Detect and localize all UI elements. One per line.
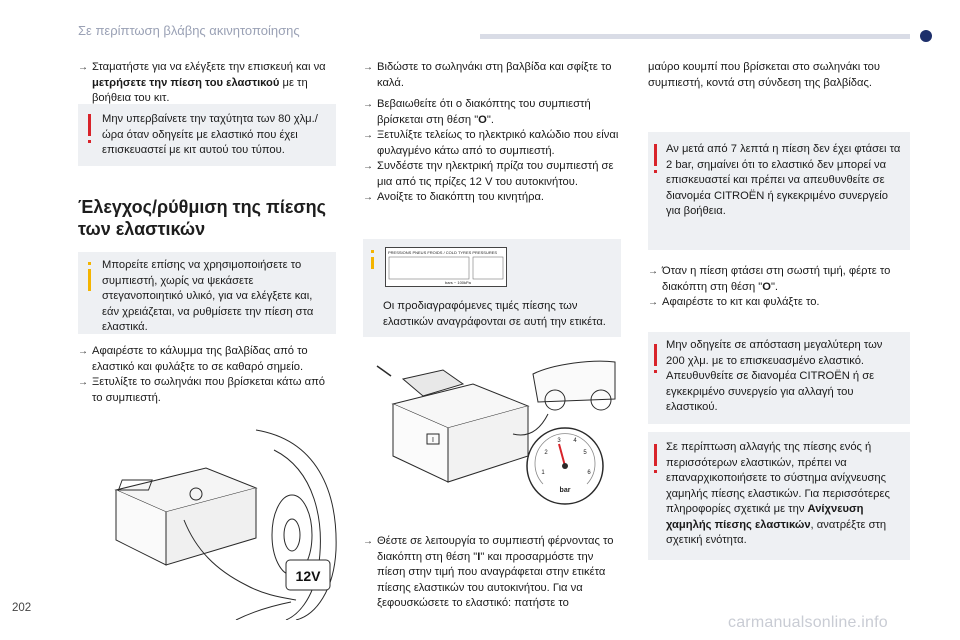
warning-icon <box>654 344 657 366</box>
steps-list-2 <box>363 60 619 206</box>
gauge-illustration <box>363 344 621 524</box>
svg-text:1: 1 <box>541 470 545 476</box>
svg-text:4: 4 <box>573 438 577 444</box>
step-unroll-hose: → Ξετυλίξτε το σωληνάκι που βρίσκεται κάτω από το συμπιεστή. <box>78 375 334 406</box>
svg-text:2: 2 <box>544 450 548 456</box>
info-icon <box>88 269 91 291</box>
svg-text:3: 3 <box>557 438 561 444</box>
warning-box-7min <box>648 132 910 250</box>
step-check-switch: → Βεβαιωθείτε ότι ο διακόπτης του συμπιεστή βρίσκεται στη θέση "O". <box>363 97 619 128</box>
pressure-gauge-icon <box>527 428 603 504</box>
step-screw-hose: → Βιδώστε το σωληνάκι στη βαλβίδα και σφίξτε το καλά. <box>363 60 619 91</box>
watermark: carmanualsonline.info <box>728 614 888 631</box>
steps-list-4 <box>648 264 908 311</box>
info-box-compressor <box>78 252 336 334</box>
pressure-label-image <box>385 247 507 287</box>
header-rule <box>480 34 910 39</box>
header-dot <box>920 30 932 42</box>
info-box-label <box>363 239 621 337</box>
warning-icon <box>88 114 91 136</box>
warning-text: Μην υπερβαίνετε την ταχύτητα των 80 χλμ./ώρα όταν οδηγείτε με ελαστικό που έχει επισκευαστεί με κιτ αυτού του τύπου. <box>102 113 318 156</box>
page-number: 202 <box>12 602 32 614</box>
warning-text: Σε περίπτωση αλλαγής της πίεσης ενός ή περισσότερων ελαστικών, πρέπει να επαναρχικοποιήσετε το σύστημα ανίχνευσης χαμηλής πίεσης ελαστικών. Για περισσότερες πληροφορίες σχετικά με την Ανίχνευση χαμηλής πίεσης ελαστικών, ανατρέξτε στη σχετική ενότητα. <box>666 441 890 546</box>
info-text: Μπορείτε επίσης να χρησιμοποιήσετε το συμπιεστή, χωρίς να ψεκάσετε στεγανοποιητικό υλικό, για να ελέγξετε και, εάν χρειάζεται, να ρυθμίσετε την πίεση στα ελαστικά. <box>102 259 314 333</box>
info-icon <box>371 257 374 269</box>
warning-text: Αν μετά από 7 λεπτά η πίεση δεν έχει φτάσει τα 2 bar, σημαίνει ότι το ελαστικό δεν μπορεί να επισκευαστεί και πρέπει να απευθυνθείτε σε διανομέα CITROËN ή εγκεκριμένο συνεργείο για βοήθεια. <box>666 143 901 217</box>
section-heading: Έλεγχος/ρύθμιση της πίεσης των ελαστικών <box>78 197 327 239</box>
step-ignition: → Ανοίξτε το διακόπτη του κινητήρα. <box>363 190 619 206</box>
svg-text:bar: bar <box>559 487 571 494</box>
intro-paragraph: → Σταματήστε για να ελέγξετε την επισκευή και να μετρήσετε την πίεση του ελαστικού με τη βοήθεια του κιτ. <box>78 60 334 107</box>
step-connect-plug: → Συνδέστε την ηλεκτρική πρίζα του συμπιεστή σε μια από τις πρίζες 12 V του αυτοκινήτου. <box>363 159 619 190</box>
continuation-text: μαύρο κουμπί που βρίσκεται στο σωληνάκι του συμπιεστή, κοντά στη σύνδεση της βαλβίδας. <box>648 61 880 89</box>
step-switch-off: → Όταν η πίεση φτάσει στη σωστή τιμή, φέρτε το διακόπτη στη θέση "O". <box>648 264 908 295</box>
svg-text:6: 6 <box>587 470 591 476</box>
svg-text:PRESSIONS PNEUS FROIDS / COLD: PRESSIONS PNEUS FROIDS / COLD TYRES PRESSURES <box>388 250 498 255</box>
compressor-illustration <box>86 420 340 620</box>
label-caption: Οι προδιαγραφόμενες τιμές πίεσης των ελαστικών αναγράφονται σε αυτή την ετικέτα. <box>383 300 606 328</box>
switch-on-label: I <box>432 437 434 444</box>
warning-box-reinit <box>648 432 910 560</box>
step-store-kit: → Αφαιρέστε το κιτ και φυλάξτε το. <box>648 295 908 311</box>
step-start-compressor: → Θέστε σε λειτουργία το συμπιεστή φέρνοντας το διακόπτη στη θέση "I" και προσαρμόστε την πίεση στην τιμή που αναγράφεται στην ετικέτα πίεσης ελαστικών του αυτοκινήτου. Για να ξεφουσκώσετε το ελαστικό: πατήστε το <box>363 534 619 612</box>
plug-label: 12V <box>295 568 321 584</box>
warning-box-speed <box>78 104 336 166</box>
svg-text:bars ~ 100kPa: bars ~ 100kPa <box>445 280 471 285</box>
steps-list-1 <box>78 344 334 406</box>
plug-12v-icon <box>286 560 330 590</box>
steps-list-3 <box>363 534 619 612</box>
step-remove-cap: → Αφαιρέστε το κάλυμμα της βαλβίδας από το ελαστικό και φυλάξτε το σε καθαρό σημείο. <box>78 344 334 375</box>
warning-box-200km <box>648 332 910 424</box>
warning-icon <box>654 444 657 466</box>
warning-icon <box>654 144 657 166</box>
section-header: Σε περίπτωση βλάβης ακινητοποίησης <box>78 23 300 38</box>
step-unroll-cable: → Ξετυλίξτε τελείως το ηλεκτρικό καλώδιο που είναι φυλαγμένο κάτω από το συμπιεστή. <box>363 128 619 159</box>
warning-text: Μην οδηγείτε σε απόσταση μεγαλύτερη των 200 χλμ. με το επισκευασμένο ελαστικό. Απευθυνθείτε σε διανομέα CITROËN ή σε εγκεκριμένο συνεργείο για αλλαγή του ελαστικού. <box>666 339 883 413</box>
svg-text:5: 5 <box>583 450 587 456</box>
